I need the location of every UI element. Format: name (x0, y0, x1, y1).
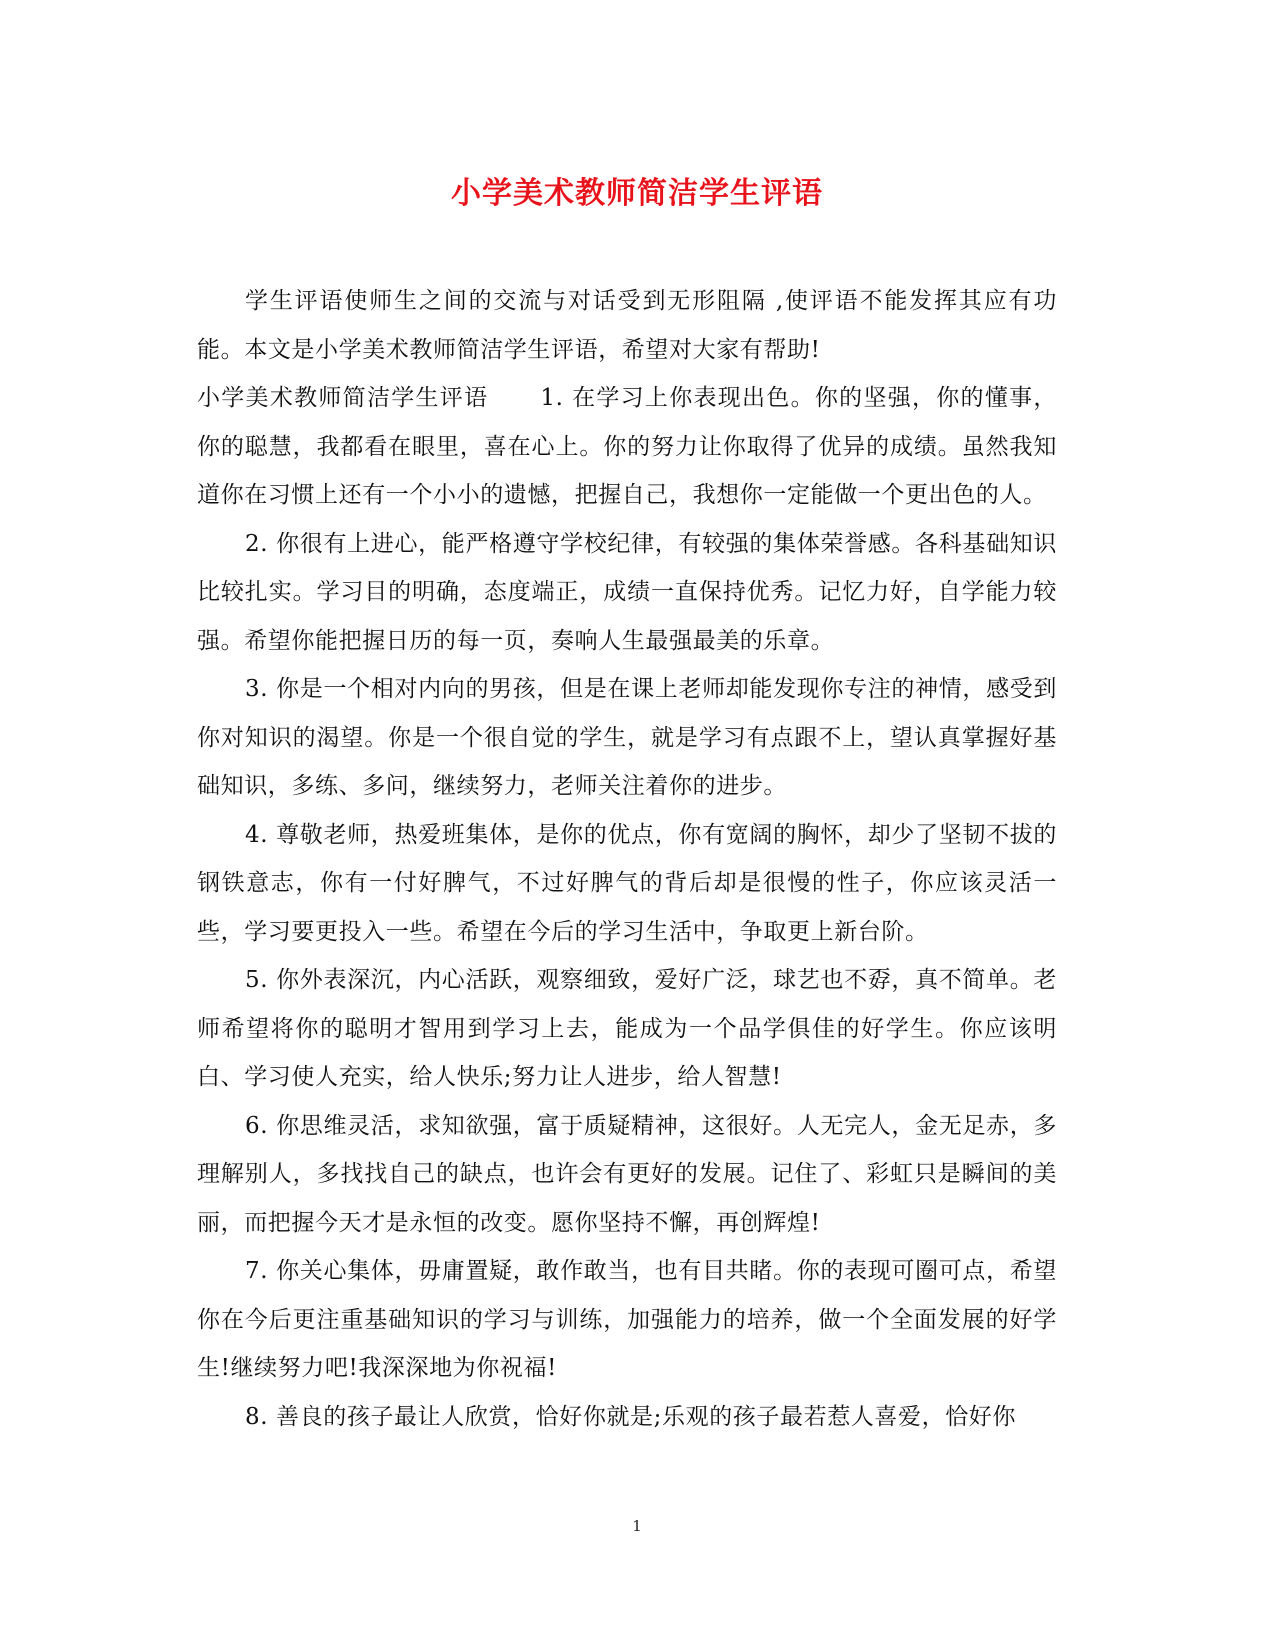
comment-item-4: 4. 尊敬老师，热爱班集体，是你的优点，你有宽阔的胸怀，却少了坚韧不拔的钢铁意志，你有一付好脾气，不过好脾气的背后却是很慢的性子，你应该灵活一些，学习要更投入一些。希望在今后的学习生活中，争取更上新台阶。 (197, 821, 1057, 945)
comment-item-5: 5. 你外表深沉，内心活跃，观察细致，爱好广泛，球艺也不孬，真不简单。老师希望将你的聪明才智用到学习上去，能成为一个品学俱佳的好学生。你应该明白、学习使人充实，给人快乐;努力让人进步，给人智慧! (197, 967, 1057, 1090)
comment-item-3: 3. 你是一个相对内向的男孩，但是在课上老师却能发现你专注的神情，感受到你对知识的渴望。你是一个很自觉的学生，就是学习有点跟不上，望认真掌握好基础知识，多练、多问，继续努力，老师关注着你的进步。 (197, 676, 1057, 799)
comment-item-7: 7. 你关心集体，毋庸置疑，敢作敢当，也有目共睹。你的表现可圈可点，希望你在今后更注重基础知识的学习与训练，加强能力的培养，做一个全面发展的好学生!继续努力吧!我深深地为你祝福! (197, 1258, 1057, 1381)
document-title: 小学美术教师简洁学生评语 (451, 176, 823, 211)
comment-item-2: 2. 你很有上进心，能严格遵守学校纪律，有较强的集体荣誉感。各科基础知识比较扎实。学习目的明确，态度端正，成绩一直保持优秀。记忆力好，自学能力较强。希望你能把握日历的每一页，奏响人生最强最美的乐章。 (197, 530, 1057, 654)
section-heading: 小学美术教师简洁学生评语 (197, 385, 489, 411)
comment-item-6: 6. 你思维灵活，求知欲强，富于质疑精神，这很好。人无完人，金无足赤，多理解别人，多找找自己的缺点，也许会有更好的发展。记住了、彩虹只是瞬间的美丽，而把握今天才是永恒的改变。愿你坚持不懈，再创辉煌! (197, 1112, 1057, 1236)
comment-item-1: 1. 在学习上你表现出色。你的坚强，你的懂事，你的聪慧，我都看在眼里，喜在心上。你的努力让你取得了优异的成绩。虽然我知道你在习惯上还有一个小小的遗憾，把握自己，我想你一定能做一个更出色的人。 (197, 385, 1057, 508)
document-body (197, 277, 1057, 1441)
comment-item-8: 8. 善良的孩子最让人欣赏，恰好你就是;乐观的孩子最若惹人喜爱，恰好你 (245, 1403, 1017, 1430)
section-paragraph-1 (197, 374, 1057, 520)
page-number: 1 (632, 1517, 642, 1535)
intro-paragraph: 学生评语使师生之间的交流与对话受到无形阻隔 ,使评语不能发挥其应有功能。本文是小学美术教师简洁学生评语，希望对大家有帮助! (197, 288, 1057, 363)
